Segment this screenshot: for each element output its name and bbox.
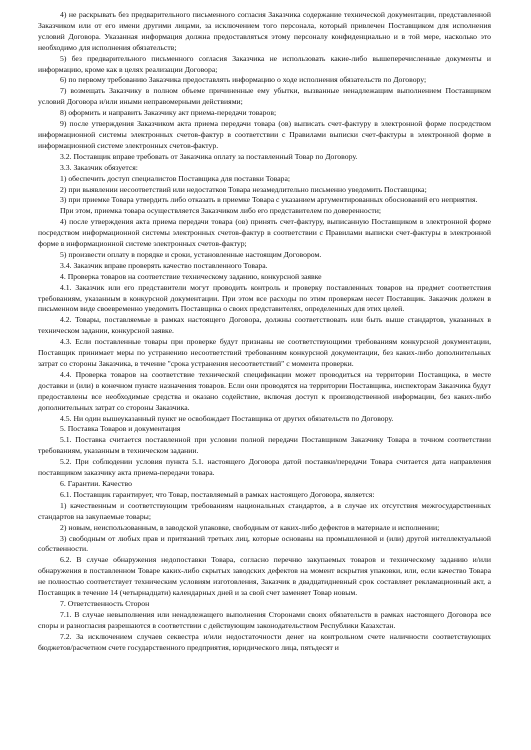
paragraph: 7.2. За исключением случаев секвестра и/или недостаточности денег на контрольном счете наличности соответствующих бюджетов/расчетном счете государственного предприятия, юридического лица, пятьдесят и xyxy=(38,631,491,652)
paragraph: 7.1. В случае невыполнения или ненадлежащего выполнения Сторонами своих обязательств в рамках настоящего Договора все споры и разногласия разрешаются в соответствии с действующим законодательством Республики Казахстан. xyxy=(38,609,491,630)
paragraph: 4.3. Если поставленные товары при проверке будут признаны не соответствующими требованиям конкурсной документации, Поставщик принимает меры по устранению несоответствий требованиям конкурсной документации, без каких-либо дополнительных затрат со стороны Заказчика, в течение "срока устранения несоответствий" с момента проверки. xyxy=(38,337,491,368)
section-heading: 7. Ответственность Сторон xyxy=(60,598,150,608)
paragraph: 4) не раскрывать без предварительного письменного согласия Заказчика содержание технической документации, представленной Заказчиком или от его имени другими лицами, за исключением того персонала, который привлечен Поставщиком для исполнения условий Договора. Указанная информация должна предоставляться этому персоналу конфиденциально и в той мере, насколько это необходимо для исполнения обязательств; xyxy=(38,10,491,52)
paragraph: 2) новым, неиспользованным, в заводской упаковке, свободным от каких-либо дефектов в материале и исполнении; xyxy=(60,522,440,532)
paragraph: 4.2. Товары, поставляемые в рамках настоящего Договора, должны соответствовать или быть выше стандартов, указанных в техническом задании, конкурсной заявке. xyxy=(38,315,491,336)
paragraph: 6.1. Поставщик гарантирует, что Товар, поставляемый в рамках настоящего Договора, является: xyxy=(60,489,375,499)
section-heading: 5. Поставка Товаров и документация xyxy=(60,424,181,434)
paragraph: 3.4. Заказчик вправе проверять качество поставленного Товара. xyxy=(60,260,268,270)
paragraph: 3) свободным от любых прав и притязаний третьих лиц, которые основаны на промышленной и (или) другой интеллектуальной собственности. xyxy=(38,533,491,554)
section-heading: 4. Проверка товаров на соответствие техническому заданию, конкурсной заявке xyxy=(60,271,322,281)
paragraph: 5) без предварительного письменного согласия Заказчика не использовать какие-либо вышеперечисленные документы и информацию, кроме как в целях реализации Договора; xyxy=(38,53,491,74)
paragraph: 1) качественным и соответствующим требованиям национальных стандартов, а в случае их отсутствия межгосударственных стандартов на закупаемые товары; xyxy=(38,500,491,521)
paragraph: 4.4. Проверка товаров на соответствие технической спецификации может проводиться на территории Поставщика, в месте доставки и (или) в конечном пункте назначения товаров. Если они проводятся на территории Поставщика, инспекторам Заказчика будут предоставлены все необходимые средства и оказано содействие, включая доступ к производственной информации, без каких-либо дополнительных затрат со стороны Заказчика. xyxy=(38,369,491,412)
section-heading: 3.3. Заказчик обязуется: xyxy=(60,162,138,172)
paragraph: При этом, приемка товара осуществляется Заказчиком либо его представителем по доверенности; xyxy=(60,206,381,216)
paragraph: 3.2. Поставщик вправе требовать от Заказчика оплату за поставленный Товар по Договору. xyxy=(60,151,358,161)
paragraph: 5) произвести оплату в порядке и сроки, установленные настоящим Договором. xyxy=(60,249,322,259)
paragraph: 7) возмещать Заказчику в полном объеме причиненные ему убытки, вызванные ненадлежащим выполнением Поставщиком условий Договора и/или иными неправомерными действиями; xyxy=(38,86,491,107)
section-heading: 6. Гарантии. Качество xyxy=(60,478,132,488)
paragraph: 8) оформить и направить Заказчику акт приема-передачи товаров; xyxy=(60,108,277,118)
paragraph: 6) по первому требованию Заказчика предоставлять информацию о ходе исполнения обязательств по Договору; xyxy=(60,75,427,85)
paragraph: 9) после утверждения Заказчиком акта приема передачи товара (ов) выписать счет-фактуру в электронной форме посредством информационной системы электронных счетов-фактур в соответствии с Правилами выписки счет-фактуры в электронной форме в информационной системе электронных счетов-фактур. xyxy=(38,119,491,150)
paragraph: 5.2. При соблюдении условия пункта 5.1. настоящего Договора датой поставки/передачи Товара считается дата направления поставщиком заказчику акта приема-передачи товара. xyxy=(38,457,491,478)
paragraph: 4.5. Ни один вышеуказанный пункт не освобождает Поставщика от других обязательств по Договору. xyxy=(60,413,394,423)
paragraph: 6.2. В случае обнаружения недопоставки Товара, согласно перечню закупаемых товаров и техническому заданию и/или обнаружения в поставленном Товаре каких-либо скрытых заводских дефектов на момент вскрытия упаковки, или, если качество Товара не полностью соответствует техническим условиям изготовления, Заказчик в двадцатидневный срок составляет рекламационный акт, а Поставщик в течение 14 (четырнадцати) календарных дней и за свой счет заменяет Товар новым. xyxy=(38,555,491,598)
paragraph: 5.1. Поставка считается поставленной при условии полной передачи Поставщиком Заказчику Товара в точном соответствии требованиям, указанным в техническом задании. xyxy=(38,435,491,456)
paragraph: 2) при выявлении несоответствий или недостатков Товара незамедлительно письменно уведомить Поставщика; xyxy=(60,184,427,194)
paragraph: 1) обеспечить доступ специалистов Поставщика для поставки Товара; xyxy=(60,173,291,183)
paragraph: 4.1. Заказчик или его представители могут проводить контроль и проверку поставленных товаров на предмет соответствия требованиям, указанным в конкурсной документации. При этом все расходы по этим проверкам несет Поставщик. Заказчик должен в письменном виде своевременно уведомить Поставщика о своих представителях, определенных для этих целей. xyxy=(38,282,491,314)
paragraph: 4) после утверждения акта приема передачи товара (ов) принять счет-фактуру, выписанную Поставщиком в электронной форме посредством информационной системы электронных счетов-фактур в соответствии с Правилами выписки счет-фактуры в электронной форме в информационной системе электронных счетов-фактур; xyxy=(38,217,491,249)
paragraph: 3) при приемке Товара утвердить либо отказать в приемке Товара с указанием аргументированных обоснований его неприятия. xyxy=(60,195,478,205)
